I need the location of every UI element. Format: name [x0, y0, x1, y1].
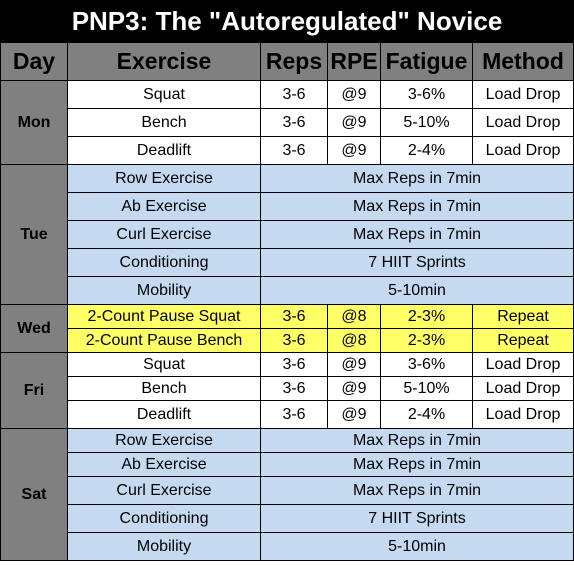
table-row	[1, 429, 574, 453]
rpe-cell: @8	[328, 329, 381, 353]
method-cell: Load Drop	[473, 377, 574, 401]
exercise-cell: Ab Exercise	[68, 193, 261, 221]
prescription-cell: Max Reps in 7min	[261, 221, 574, 249]
prescription-cell: 5-10min	[261, 277, 574, 305]
fatigue-cell: 2-3%	[381, 305, 473, 329]
exercise-cell: Conditioning	[68, 505, 261, 533]
fatigue-cell: 5-10%	[381, 109, 473, 137]
exercise-cell: Conditioning	[68, 249, 261, 277]
table-row	[1, 137, 574, 165]
exercise-cell: 2-Count Pause Bench	[68, 329, 261, 353]
fatigue-cell: 2-4%	[381, 401, 473, 429]
fatigue-cell: 3-6%	[381, 353, 473, 377]
rpe-cell: @9	[328, 81, 381, 109]
header-row	[1, 43, 574, 81]
table-row	[1, 453, 574, 477]
title-row	[1, 1, 574, 43]
exercise-cell: Bench	[68, 109, 261, 137]
day-label-tue: Tue	[1, 165, 68, 305]
rpe-cell: @9	[328, 377, 381, 401]
method-cell: Load Drop	[473, 353, 574, 377]
exercise-cell: Bench	[68, 377, 261, 401]
method-cell: Load Drop	[473, 401, 574, 429]
reps-cell: 3-6	[261, 329, 328, 353]
table-row	[1, 401, 574, 429]
rpe-cell: @9	[328, 401, 381, 429]
prescription-cell: Max Reps in 7min	[261, 193, 574, 221]
exercise-cell: Curl Exercise	[68, 477, 261, 505]
header-rpe: RPE	[328, 43, 381, 81]
table-row	[1, 305, 574, 329]
header-day: Day	[1, 43, 68, 81]
reps-cell: 3-6	[261, 109, 328, 137]
day-label-fri: Fri	[1, 353, 68, 429]
exercise-cell: Deadlift	[68, 401, 261, 429]
table-row	[1, 109, 574, 137]
day-label-mon: Mon	[1, 81, 68, 165]
exercise-cell: Row Exercise	[68, 429, 261, 453]
header-fatigue: Fatigue	[381, 43, 473, 81]
method-cell: Load Drop	[473, 81, 574, 109]
page-title: PNP3: The "Autoregulated" Novice	[1, 1, 574, 43]
header-method: Method	[473, 43, 574, 81]
table-row	[1, 249, 574, 277]
table-row	[1, 193, 574, 221]
method-cell: Repeat	[473, 329, 574, 353]
fatigue-cell: 5-10%	[381, 377, 473, 401]
table-row	[1, 505, 574, 533]
exercise-cell: Mobility	[68, 277, 261, 305]
exercise-cell: Row Exercise	[68, 165, 261, 193]
exercise-cell: Deadlift	[68, 137, 261, 165]
reps-cell: 3-6	[261, 81, 328, 109]
reps-cell: 3-6	[261, 137, 328, 165]
method-cell: Repeat	[473, 305, 574, 329]
prescription-cell: 7 HIIT Sprints	[261, 249, 574, 277]
reps-cell: 3-6	[261, 401, 328, 429]
prescription-cell: 7 HIIT Sprints	[261, 505, 574, 533]
exercise-cell: Mobility	[68, 533, 261, 561]
reps-cell: 3-6	[261, 305, 328, 329]
method-cell: Load Drop	[473, 109, 574, 137]
rpe-cell: @9	[328, 109, 381, 137]
fatigue-cell: 2-4%	[381, 137, 473, 165]
prescription-cell: 5-10min	[261, 533, 574, 561]
exercise-cell: Curl Exercise	[68, 221, 261, 249]
method-cell: Load Drop	[473, 137, 574, 165]
exercise-cell: Ab Exercise	[68, 453, 261, 477]
prescription-cell: Max Reps in 7min	[261, 453, 574, 477]
exercise-cell: Squat	[68, 81, 261, 109]
table-row	[1, 533, 574, 561]
table-row	[1, 277, 574, 305]
header-exercise: Exercise	[68, 43, 261, 81]
rpe-cell: @8	[328, 305, 381, 329]
table-row	[1, 81, 574, 109]
fatigue-cell: 3-6%	[381, 81, 473, 109]
exercise-cell: 2-Count Pause Squat	[68, 305, 261, 329]
prescription-cell: Max Reps in 7min	[261, 165, 574, 193]
day-label-sat: Sat	[1, 429, 68, 561]
prescription-cell: Max Reps in 7min	[261, 429, 574, 453]
day-label-wed: Wed	[1, 305, 68, 353]
table-row	[1, 477, 574, 505]
rpe-cell: @9	[328, 137, 381, 165]
table-row	[1, 165, 574, 193]
exercise-cell: Squat	[68, 353, 261, 377]
table-row	[1, 353, 574, 377]
prescription-cell: Max Reps in 7min	[261, 477, 574, 505]
table-row	[1, 329, 574, 353]
fatigue-cell: 2-3%	[381, 329, 473, 353]
table-row	[1, 377, 574, 401]
reps-cell: 3-6	[261, 377, 328, 401]
header-reps: Reps	[261, 43, 328, 81]
table-row	[1, 221, 574, 249]
reps-cell: 3-6	[261, 353, 328, 377]
rpe-cell: @9	[328, 353, 381, 377]
